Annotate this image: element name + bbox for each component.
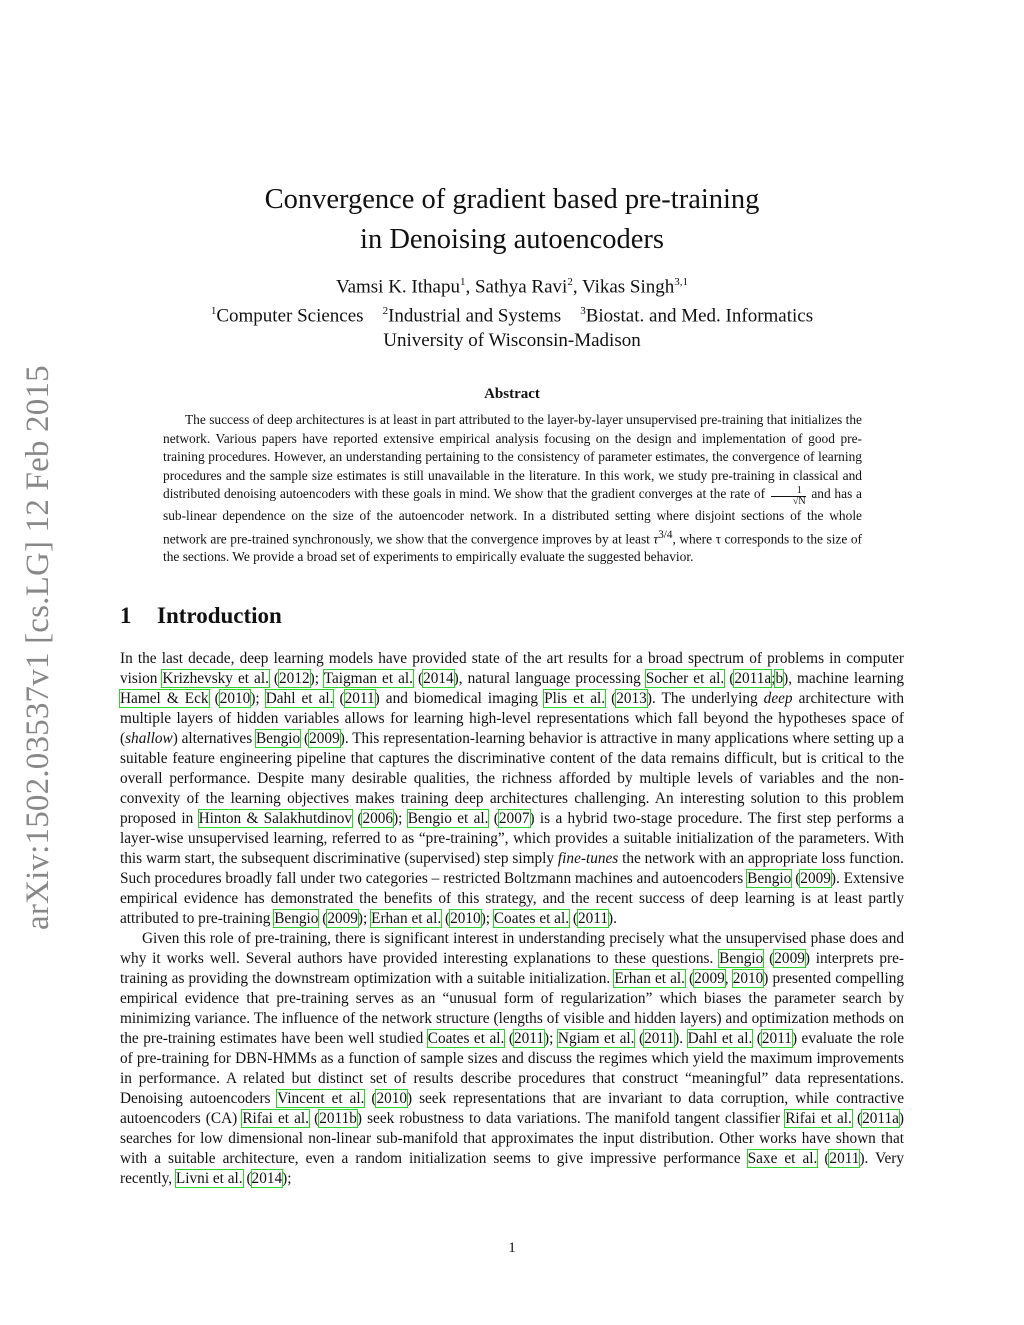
affiliation: Biostat. and Med. Informatics <box>585 305 814 327</box>
text: ); <box>480 910 494 927</box>
emphasis: deep <box>763 690 793 707</box>
citation-link[interactable]: Rifai et al. <box>785 1110 852 1127</box>
affiliation: Computer Sciences <box>216 305 364 327</box>
text: ) searches for low dimensional non-linear sub-manifold that approximates the input distribution. Other works have shown that with a suitable architecture, even a random initialization seems to give impressive performance <box>120 1110 905 1167</box>
fraction-denominator: √N <box>792 496 806 507</box>
citation-link[interactable]: Saxe et al. <box>747 1150 818 1167</box>
affil-mark: 1 <box>210 305 217 318</box>
citation-link[interactable]: Bengio <box>255 730 301 747</box>
text: ). <box>674 1030 688 1047</box>
author-name: Vamsi K. Ithapu <box>335 276 460 298</box>
citation-link[interactable]: Hamel & Eck <box>120 690 209 707</box>
citation-link[interactable]: Hinton & Salakhutdinov <box>198 810 353 827</box>
author-names: Vamsi K. Ithapu$^1$, Sathya Ravi$^2$, Vikas Singh$^{3,1}$ <box>335 276 689 298</box>
fraction-numerator: 1 <box>771 486 806 497</box>
title-line: in Denoising autoencoders <box>360 224 664 255</box>
citation-link[interactable]: Bengio et al. <box>407 810 489 827</box>
citation-link[interactable]: Taigman et al. <box>323 670 413 687</box>
author-affil: 3,1 <box>674 276 689 288</box>
citation-link[interactable]: Erhan et al. <box>371 910 442 927</box>
abstract <box>163 411 862 567</box>
text: ( <box>791 870 801 887</box>
text: ); <box>544 1030 558 1047</box>
citation-year-link[interactable]: 2006 <box>362 810 394 827</box>
section-title: Introduction <box>157 603 282 628</box>
citation-link[interactable]: Livni et al. <box>175 1170 243 1187</box>
text: ) interprets pre-training as providing the downstream optimization with a suitable initialization. <box>120 950 905 987</box>
citation-link[interactable]: Socher et al. <box>645 670 725 687</box>
citation-link[interactable]: Dahl et al. <box>687 1030 753 1047</box>
text: ). Very recently, <box>120 1150 904 1187</box>
text: Given this role of pre-training, there is significant interest in understanding precisely what the unsupervised phase does and why it works well. Several authors have provided interesting explanations to these questions. <box>120 930 904 967</box>
tau-exponent: 3/4 <box>658 528 673 541</box>
text: ( <box>605 690 617 707</box>
citation-link[interactable]: Ngiam et al. <box>557 1030 635 1047</box>
section-heading <box>120 603 282 629</box>
text: ( <box>634 1030 645 1047</box>
rate-fraction <box>771 486 806 507</box>
text: ), machine learning <box>783 670 904 687</box>
text: ) seek representations that are invariant to data corruption, while contractive autoencoders (CA) <box>120 1090 904 1127</box>
citation-year-link[interactable]: 2011 <box>577 910 608 927</box>
title-line: Convergence of gradient based pre-training <box>264 184 760 215</box>
citation-link[interactable]: Coates et al. <box>427 1030 505 1047</box>
text: ( <box>752 1030 762 1047</box>
text: ( <box>763 950 775 967</box>
paper-title <box>0 180 1024 260</box>
citation-year-link[interactable]: 2014 <box>423 670 454 687</box>
affiliation: Industrial and Systems <box>388 305 562 327</box>
text: ) evaluate the role of pre-training for DBN-HMMs as a function of sample sizes and discuss the regimes which yield the maximum improvements in performance. A related but distinct set of results describe procedures that construct “meaningful” data representations. Denoising autoencoders <box>120 1030 905 1107</box>
citation-year-link[interactable]: 2014 <box>251 1170 283 1187</box>
arxiv-identifier: arXiv:1502.03537v1 [cs.LG] 12 Feb 2015 <box>20 365 56 930</box>
citation-year-link[interactable]: 2011 <box>829 1150 860 1167</box>
text: ), natural language processing <box>453 670 646 687</box>
text: ) presented compelling empirical evidence that pre-training serves as an “unusual form of regularization” which biases the parameter search by minimizing variance. The influence of the network structure (lengths of visible and hidden layers) and optimization methods on the pre-training estimates have been well studied <box>120 970 905 1047</box>
text: ); <box>357 910 372 927</box>
citation-year-link[interactable]: 2011a <box>862 1110 899 1127</box>
text: ( <box>412 670 424 687</box>
text: , <box>724 970 733 987</box>
text: ( <box>309 1110 320 1127</box>
text: ); <box>309 670 324 687</box>
affil-mark: 3 <box>580 305 586 318</box>
abstract-heading: Abstract <box>484 386 540 402</box>
affil-mark: 2 <box>382 305 389 318</box>
citation-link[interactable]: Bengio <box>274 910 319 927</box>
text: ( <box>208 690 220 707</box>
citation-link[interactable]: Rifai et al. <box>242 1110 310 1127</box>
citation-year-link[interactable]: 2010 <box>219 690 251 707</box>
text: ). Extensive empirical evidence has demonstrated the benefits of this strategy, and the recent success of deep learning is at least partly attributed to pre-training <box>120 870 904 927</box>
citation-link[interactable]: Coates et al. <box>493 910 570 927</box>
citation-link[interactable]: Bengio <box>719 950 764 967</box>
text: ); <box>393 810 408 827</box>
text: ); <box>282 1170 292 1187</box>
text: the network with an appropriate loss function. Such procedures broadly fall under two categories – restricted Boltzmann machines and autoencoders <box>120 850 904 887</box>
citation-year-link[interactable]: 2010 <box>376 1090 408 1107</box>
affiliations <box>0 299 1024 328</box>
text: ( <box>851 1110 863 1127</box>
text: ( <box>318 910 328 927</box>
citation-year-link[interactable]: 2012 <box>279 670 310 687</box>
citation-link[interactable]: Erhan et al. <box>614 970 685 987</box>
citation-year-link[interactable]: 2011 <box>644 1030 675 1047</box>
text: ( <box>724 670 735 687</box>
citation-year-link[interactable]: 2010 <box>732 970 764 987</box>
text: ) seek robustness to data variations. The manifold tangent classifier <box>356 1110 786 1127</box>
citation-year-link[interactable]: b <box>775 670 784 687</box>
author-affil: 1 <box>459 276 466 288</box>
text: ( <box>817 1150 830 1167</box>
text: ). <box>608 910 617 927</box>
citation-year-link[interactable]: 2009 <box>327 910 358 927</box>
citation-year-link[interactable]: 2009 <box>309 730 340 747</box>
citation-year-link[interactable]: 2010 <box>450 910 481 927</box>
text: ( <box>333 690 345 707</box>
author-block <box>0 270 1024 353</box>
text: ( <box>268 670 280 687</box>
citation-year-link[interactable]: 2011a <box>734 670 772 687</box>
text: ; <box>771 670 776 687</box>
text: ). This representation-learning behavior is attractive in many applications where setting up a suitable feature engineering pipeline that captures the discriminative content of the data remains difficult, but is critical to the overall performance. Despite many desirable qualities, the richness afforded by multiple levels of variables and the non-convexity of the learning objectives makes training deep architectures challenging. An interesting solution to this problem proposed in <box>120 730 905 827</box>
text: ( <box>300 730 310 747</box>
author-affil: 2 <box>567 276 573 288</box>
text: ( <box>569 910 578 927</box>
text: In the last decade, deep learning models have provided state of the art results for a broad spectrum of problems in computer vision <box>120 650 904 687</box>
university: University of Wisconsin-Madison <box>383 329 641 351</box>
abstract-text: and has a sub-linear dependence on the size of the autoencoder network. In a distributed setting where disjoint sections of the whole network are pre-trained synchronously, we show that the convergence improves by at least <box>163 486 862 546</box>
citation-year-link[interactable]: 2009 <box>774 950 805 967</box>
citation-year-link[interactable]: 2009 <box>800 870 831 887</box>
text: ( <box>364 1090 377 1107</box>
citation-link[interactable]: Dahl et al. <box>265 690 334 707</box>
citation-link[interactable]: Plis et al. <box>544 690 606 707</box>
text: ) is a hybrid two-stage procedure. The first step performs a layer-wise unsupervised learning, referred to as “pre-training”, which provides a suitable initialization of the parameters. With this warm start, the subsequent discriminative (supervised) step simply <box>120 810 904 867</box>
text: ); <box>250 690 266 707</box>
paragraph <box>120 649 904 929</box>
text: ) alternatives <box>172 730 256 747</box>
citation-year-link[interactable]: 2013 <box>616 690 647 707</box>
author-name: Sathya Ravi <box>474 276 568 298</box>
paragraph <box>120 929 904 1189</box>
citation-year-link[interactable]: 2011 <box>344 690 375 707</box>
section-number: 1 <box>120 603 132 628</box>
page-number: 1 <box>508 1240 516 1256</box>
body-text <box>120 649 904 1189</box>
citation-year-link[interactable]: 2011b <box>319 1110 357 1127</box>
citation-year-link[interactable]: 2011 <box>761 1030 792 1047</box>
emphasis: fine-tunes <box>557 850 619 867</box>
citation-link[interactable]: Vincent et al. <box>277 1090 365 1107</box>
abstract-text: , where τ corresponds to the size of the sections. We provide a broad set of experiments to empirically evaluate the suggested behavior. <box>163 530 862 565</box>
citation-link[interactable]: Krizhevsky et al. <box>162 670 269 687</box>
author-name: Vikas Singh <box>582 276 675 298</box>
tau-symbol: τ <box>653 530 659 546</box>
text: ( <box>441 910 451 927</box>
citation-year-link[interactable]: 2011 <box>513 1030 545 1047</box>
text: ( <box>352 810 363 827</box>
text: ( <box>684 970 695 987</box>
text: ). The underlying <box>646 690 764 707</box>
citation-year-link[interactable]: 2007 <box>498 810 530 827</box>
text: ( <box>488 810 499 827</box>
abstract-text: The success of deep architectures is at least in part attributed to the layer-by-layer unsupervised pre-training that initializes the network. Various papers have reported extensive empirical analysis focusing on the design and implementation of good pre-training procedures. However, an understanding pertaining to the consistency of parameter estimates, the convergence of learning procedures and the sample size estimates is still unavailable in the literature. In this work, we study pre-training in classical and distributed denoising autoencoders with these goals in mind. We show that the gradient converges at the rate of <box>163 412 862 501</box>
emphasis: shallow <box>125 730 173 747</box>
citation-link[interactable]: Bengio <box>747 870 792 887</box>
text: ( <box>242 1170 252 1187</box>
text: ( <box>504 1030 514 1047</box>
text: ) and biomedical imaging <box>374 690 545 707</box>
citation-year-link[interactable]: 2009 <box>694 970 725 987</box>
abstract-paragraph <box>163 411 862 567</box>
text: architecture with multiple layers of hidden variables allows for learning high-level representations which fall beyond the hypotheses space of ( <box>120 690 905 747</box>
